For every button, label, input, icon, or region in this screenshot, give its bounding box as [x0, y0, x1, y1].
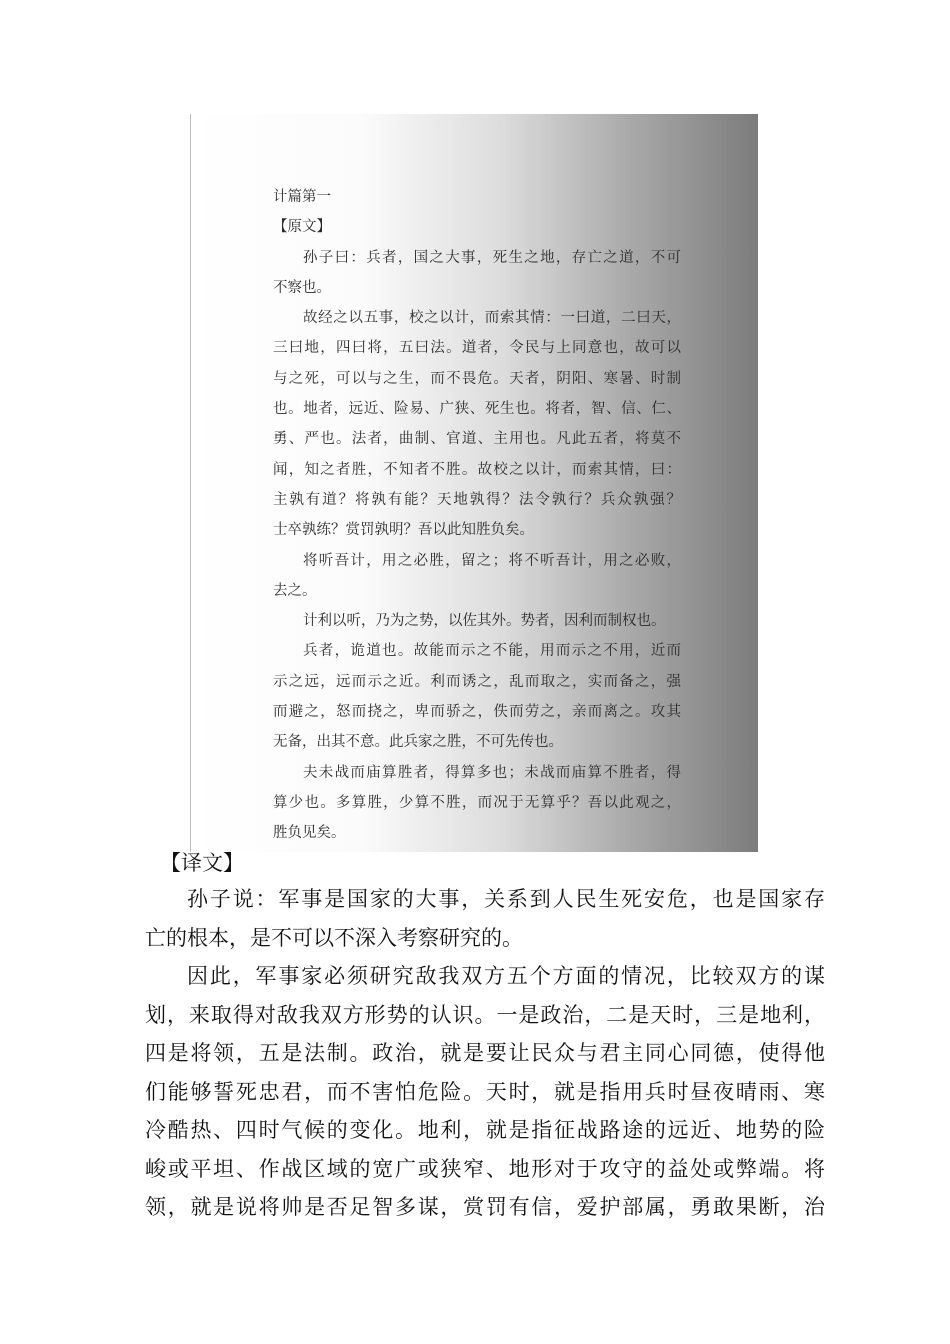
scan-text-line: 也。地者，远近、险易、广狭、死生也。将者，智、信、仁、 — [273, 401, 681, 418]
scan-text-line: 三曰地，四曰将，五曰法。道者，令民与上同意也，故可以 — [273, 340, 681, 357]
scan-text-line: 去之。 — [273, 582, 317, 599]
scan-text-line: 胜负见矣。 — [273, 825, 346, 842]
scan-text-line: 勇、严也。法者，曲制、官道、主用也。凡此五者，将莫不 — [273, 431, 681, 448]
scan-text-line: 故经之以五事，校之以计，而索其情：一曰道，二曰天， — [303, 310, 681, 327]
translation-body — [145, 880, 825, 1227]
scan-text-line: 算少也。多算胜，少算不胜，而况于无算乎？吾以此观之， — [273, 794, 681, 811]
translation-text-line: 孙子说：军事是国家的大事，关系到人民生死安危，也是国家存 — [187, 887, 825, 911]
translation-text-line: 们能够誓死忠君，而不害怕危险。天时，就是指用兵时昼夜晴雨、寒 — [145, 1079, 825, 1104]
scan-text-line: 将听吾计，用之必胜，留之；将不听吾计，用之必败， — [303, 552, 681, 569]
scan-paragraphs — [273, 243, 681, 849]
scan-text-line: 孙子曰：兵者，国之大事，死生之地，存亡之道，不可 — [303, 249, 681, 266]
scan-section-label: 【原文】 — [273, 219, 331, 236]
translation-label: 【译文】 — [160, 851, 244, 875]
scan-text-line: 与之死，可以与之生，而不畏危。天者，阴阳、寒暑、时制 — [273, 370, 681, 387]
scan-text-line: 夫未战而庙算胜者，得算多也；未战而庙算不胜者，得 — [303, 764, 681, 781]
scan-text-line: 示之远，远而示之近。利而诱之，乱而取之，实而备之，强 — [273, 673, 681, 690]
scanned-text-block — [273, 182, 681, 849]
translation-text-line: 峻或平坦、作战区域的宽广或狭窄、地形对于攻守的益处或弊端。将 — [145, 1156, 825, 1181]
scanned-page-image — [190, 114, 758, 852]
scan-text-line: 兵者，诡道也。故能而示之不能，用而示之不用，近而 — [303, 643, 681, 660]
translation-text-line: 四是将领，五是法制。政治，就是要让民众与君主同心同德，使得他 — [145, 1041, 825, 1065]
translation-text-line: 冷酷热、四时气候的变化。地利，就是指征战路途的远近、地势的险 — [145, 1118, 825, 1142]
scan-text-line: 无备，出其不意。此兵家之胜，不可先传也。 — [273, 734, 563, 751]
scan-text-line: 计利以听，乃为之势，以佐其外。势者，因利而制权也。 — [303, 613, 666, 630]
translation-text-line: 因此，军事家必须研究敌我双方五个方面的情况，比较双方的谋 — [187, 964, 825, 988]
scan-text-line: 不察也。 — [273, 279, 331, 296]
translation-text-line: 领，就是说将帅是否足智多谋，赏罚有信，爱护部属，勇敢果断，治 — [145, 1195, 825, 1219]
scan-text-line: 而避之，怒而挠之，卑而骄之，佚而劳之，亲而离之。攻其 — [273, 704, 681, 721]
translation-text-line: 划，来取得对敌我双方形势的认识。一是政治，二是天时，三是地利， — [145, 1002, 825, 1027]
scan-title: 计篇第一 — [273, 189, 331, 205]
scan-text-line: 闻，知之者胜，不知者不胜。故校之以计，而索其情，曰： — [273, 461, 681, 478]
translation-text-line: 亡的根本，是不可以不深入考察研究的。 — [145, 925, 523, 950]
scan-text-line: 士卒孰练？赏罚孰明？吾以此知胜负矣。 — [273, 522, 534, 539]
scan-text-line: 主孰有道？将孰有能？天地孰得？法令孰行？兵众孰强？ — [273, 491, 681, 508]
